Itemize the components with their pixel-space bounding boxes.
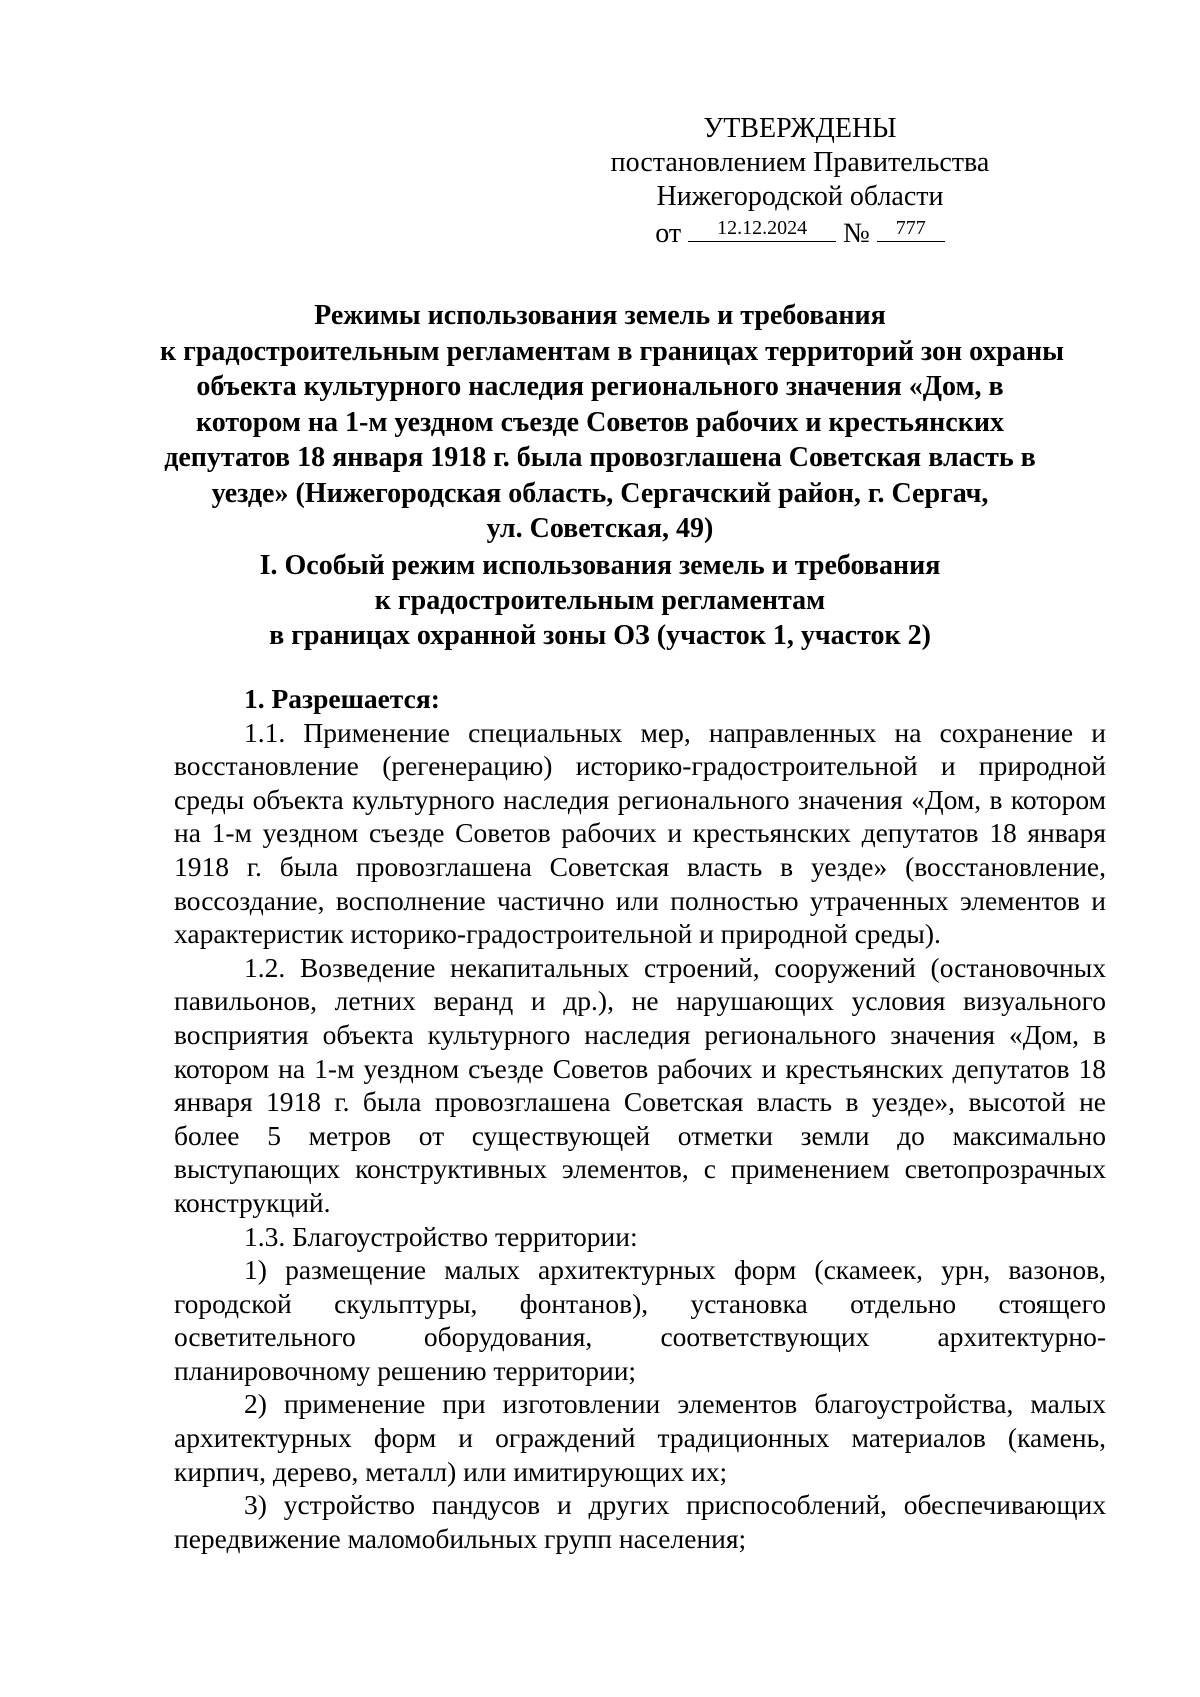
document-title-line: котором на 1-м уездном съезде Советов рабочих и крестьянских [196,406,1004,438]
list-item-2: 2) применение при изготовлении элементов благоустройства, малых архитектурных форм и ограждений традиционных материалов (камень, кирпич, дерево, металл) или имитирующих их; [174,1388,1106,1487]
date-prefix: от [655,218,682,249]
date-value: 12.12.2024 [717,217,808,239]
approval-line-1: постановлением Правительства [610,147,990,178]
document-title-line: объекта культурного наследия регионального значения «Дом, в [196,371,1004,402]
approval-date-row [580,214,1020,251]
section-heading [160,548,1040,653]
document-title [160,298,1064,547]
paragraph-1-3: 1.3. Благоустройство территории: [244,1220,638,1252]
document-body [174,682,1106,1555]
number-prefix: № [843,218,870,249]
approval-title: УТВЕРЖДЕНЫ [703,113,897,144]
document-title-line: уезде» (Нижегородская область, Сергачский район, г. Сергач, [211,477,989,509]
list-item-1: 1) размещение малых архитектурных форм (скамеек, урн, вазонов, городской скульптуры, фонтанов), установка отдельно стоящего осветительного оборудования, соответствующих архитектурно-планировочному решению территории; [174,1254,1106,1386]
approval-line-2: Нижегородской области [656,181,944,212]
paragraph-1-1: 1.1. Применение специальных мер, направленных на сохранение и восстановление (регенерацию) историко-градостроительной и природной среды объекта культурного наследия регионального значения «Дом, в котором на 1-м уездном съезде Советов рабочих и крестьянских депутатов 18 января 1918 г. была провозглашена Советская власть в уезде» (восстановление, воссоздание, восполнение частично или полностью утраченных элементов и характеристик историко-градостроительной и природной среды). [174,716,1106,950]
section-heading-line: к градостроительным регламентам [374,585,826,616]
paragraph-1-2: 1.2. Возведение некапитальных строений, сооружений (остановочных павильонов, летних веранд и др.), не нарушающих условия визуального восприятия объекта культурного наследия регионального значения «Дом, в котором на 1-м уездном съезде Советов рабочих и крестьянских депутатов 18 января 1918 г. была провозглашена Советская власть в уезде», высотой не более 5 метров от существующей отметки земли до максимально выступающих конструктивных элементов, с применением светопрозрачных конструкций. [174,951,1106,1218]
number-value: 777 [895,217,926,239]
document-title-line: депутатов 18 января 1918 г. была провозглашена Советская власть в [164,442,1036,473]
document-title-line: ул. Советская, 49) [486,513,714,544]
number-blank [877,214,945,242]
clause-heading: 1. Разрешается: [244,683,440,714]
list-item-3: 3) устройство пандусов и других приспособлений, обеспечивающих передвижение маломобильных групп населения; [174,1489,1106,1554]
approval-block [580,112,1020,251]
document-title-line: к градостроительным регламентам в границах территорий зон охраны [160,335,1064,367]
section-heading-line: в границах охранной зоны ОЗ (участок 1, участок 2) [269,620,931,651]
section-heading-line: I. Особый режим использования земель и требования [259,550,941,581]
document-title-line: Режимы использования земель и требования [314,300,886,331]
date-blank [688,214,836,242]
